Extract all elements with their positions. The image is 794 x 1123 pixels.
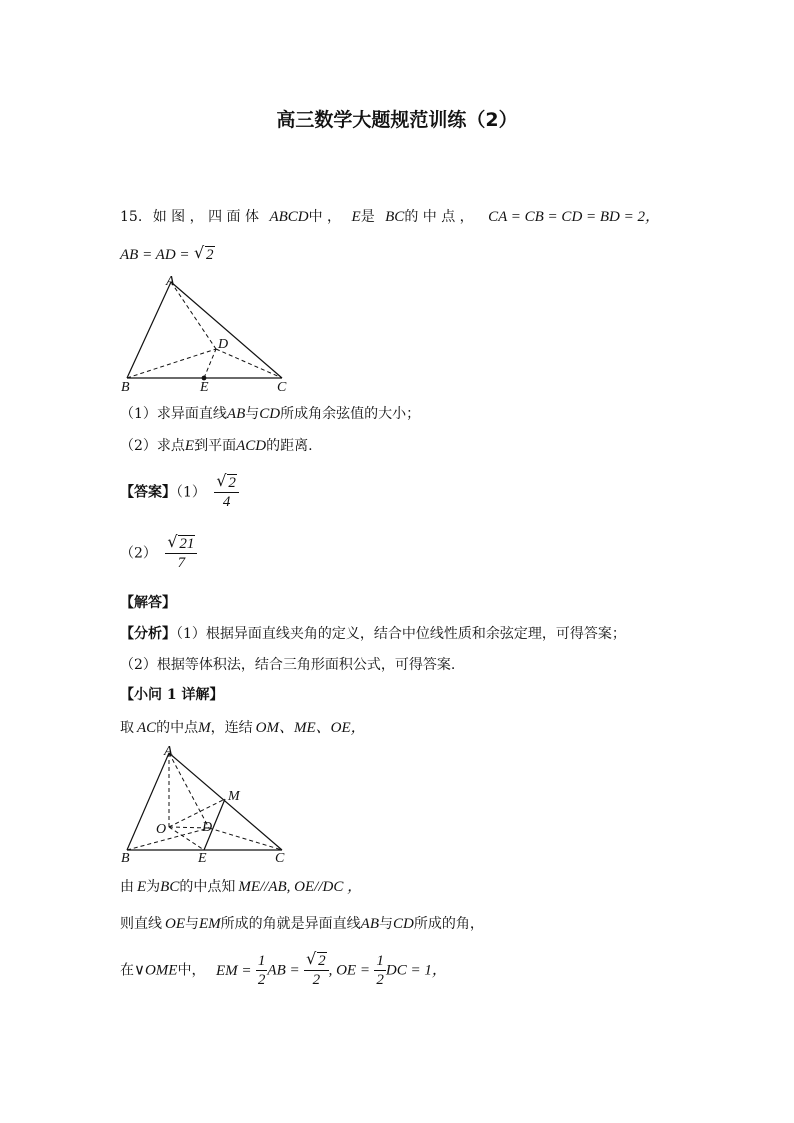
step4-fraction-2: √ $\frac{2}{2}$ bbox=[304, 952, 329, 989]
sub-question-1-label: 【小问 1 详解】 bbox=[120, 687, 224, 703]
step-2: 由 E为BC的中点知 ME//AB, OE//DC ， bbox=[120, 879, 363, 895]
step-4: 在∨OME中， EM = $\frac{1}{2}$ AB = √ $\frac{2}{2}$ , OE = $\frac{1}{2}$ DC = 1， bbox=[120, 952, 447, 989]
fig2-label-M: M bbox=[228, 789, 240, 804]
step4-fraction-1: $\frac{1}{2}$ bbox=[257, 953, 266, 988]
tetrahedron-figure-1 bbox=[112, 272, 302, 396]
tetrahedron-figure-2 bbox=[112, 742, 302, 866]
question-2: （2）求点E到平面ACD的距离. bbox=[120, 438, 313, 454]
fig2-label-D: D bbox=[202, 820, 213, 835]
fig2-label-E: E bbox=[198, 851, 207, 866]
analysis-line-2: （2）根据等体积法，结合三角形面积公式，可得答案. bbox=[120, 657, 456, 673]
answer-label: 【答案】 bbox=[120, 484, 176, 501]
sqrt-two: √ 2 bbox=[194, 246, 215, 264]
fig2-label-B: B bbox=[121, 851, 130, 866]
answer-2: （2） √ $\frac{21}{7}$ bbox=[120, 535, 197, 572]
problem-number: 15. bbox=[120, 209, 143, 225]
page-title: 高三数学大题规范训练（2） bbox=[276, 109, 518, 131]
fig1-label-E: E bbox=[200, 380, 209, 395]
fig1-label-C: C bbox=[277, 380, 287, 395]
problem-statement-line2: AB = AD = √ 2 bbox=[120, 246, 215, 264]
answer-1-fraction: √ $\frac{2}{4}$ bbox=[214, 474, 239, 511]
fig2-label-C: C bbox=[275, 851, 285, 866]
fig1-label-A: A bbox=[166, 274, 175, 289]
answer-1: 【答案】（1） √ $\frac{2}{4}$ bbox=[120, 474, 239, 511]
solution-label: 【解答】 bbox=[120, 595, 176, 611]
fig2-label-O: O bbox=[156, 822, 167, 837]
question-1: （1）求异面直线AB与CD所成角余弦值的大小； bbox=[120, 406, 421, 422]
step-3: 则直线 OE与EM所成的角就是异面直线AB与CD所成的角， bbox=[120, 916, 484, 932]
step-1: 取 AC的中点M，连结 OM、ME、OE， bbox=[120, 720, 366, 736]
problem-statement-line1: 15. 如 图 ， 四 面 体 ABCD中 ， E是 BC的 中 点 ， CA = CB = CD = BD = 2， bbox=[120, 209, 661, 225]
fig1-label-D: D bbox=[218, 337, 229, 352]
step4-fraction-3: $\frac{1}{2}$ bbox=[376, 953, 384, 988]
analysis-line-1: 【分析】（1）根据异面直线夹角的定义，结合中位线性质和余弦定理，可得答案； bbox=[120, 626, 626, 642]
fig1-label-B: B bbox=[121, 380, 130, 395]
answer-2-fraction: √ $\frac{21}{7}$ bbox=[165, 535, 197, 572]
fig2-label-A: A bbox=[164, 744, 173, 759]
